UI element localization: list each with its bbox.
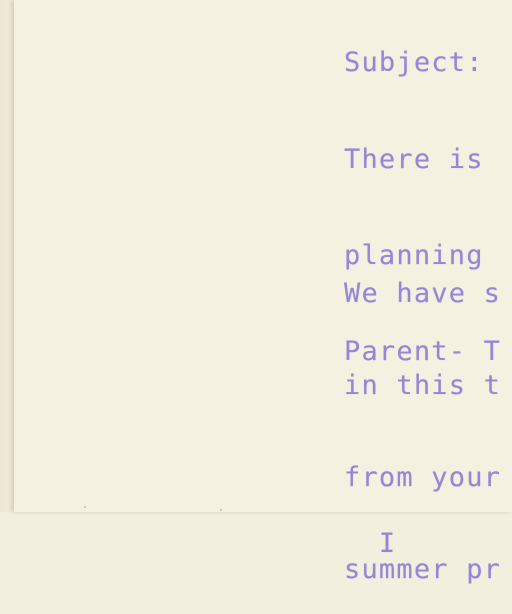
ink-speck [220, 509, 222, 511]
paragraph-2-line-2: in this t [344, 370, 502, 401]
paper-left-edge [0, 0, 14, 512]
paragraph-2-line-1: We have s [344, 278, 502, 309]
paragraph-1-line-3: Parent- T [344, 336, 502, 367]
paragraph-1-line-1: There is [344, 144, 484, 175]
paragraph-2-line-4: summer pr [344, 554, 502, 585]
paragraph-1-line-2: planning [344, 240, 484, 271]
ink-speck [84, 506, 86, 508]
subject-label: Subject: [344, 47, 484, 78]
bottom-line-fragment [344, 496, 396, 560]
paragraph-2-line-3: from your [344, 462, 502, 493]
bottom-fragment-text: I [378, 528, 397, 559]
